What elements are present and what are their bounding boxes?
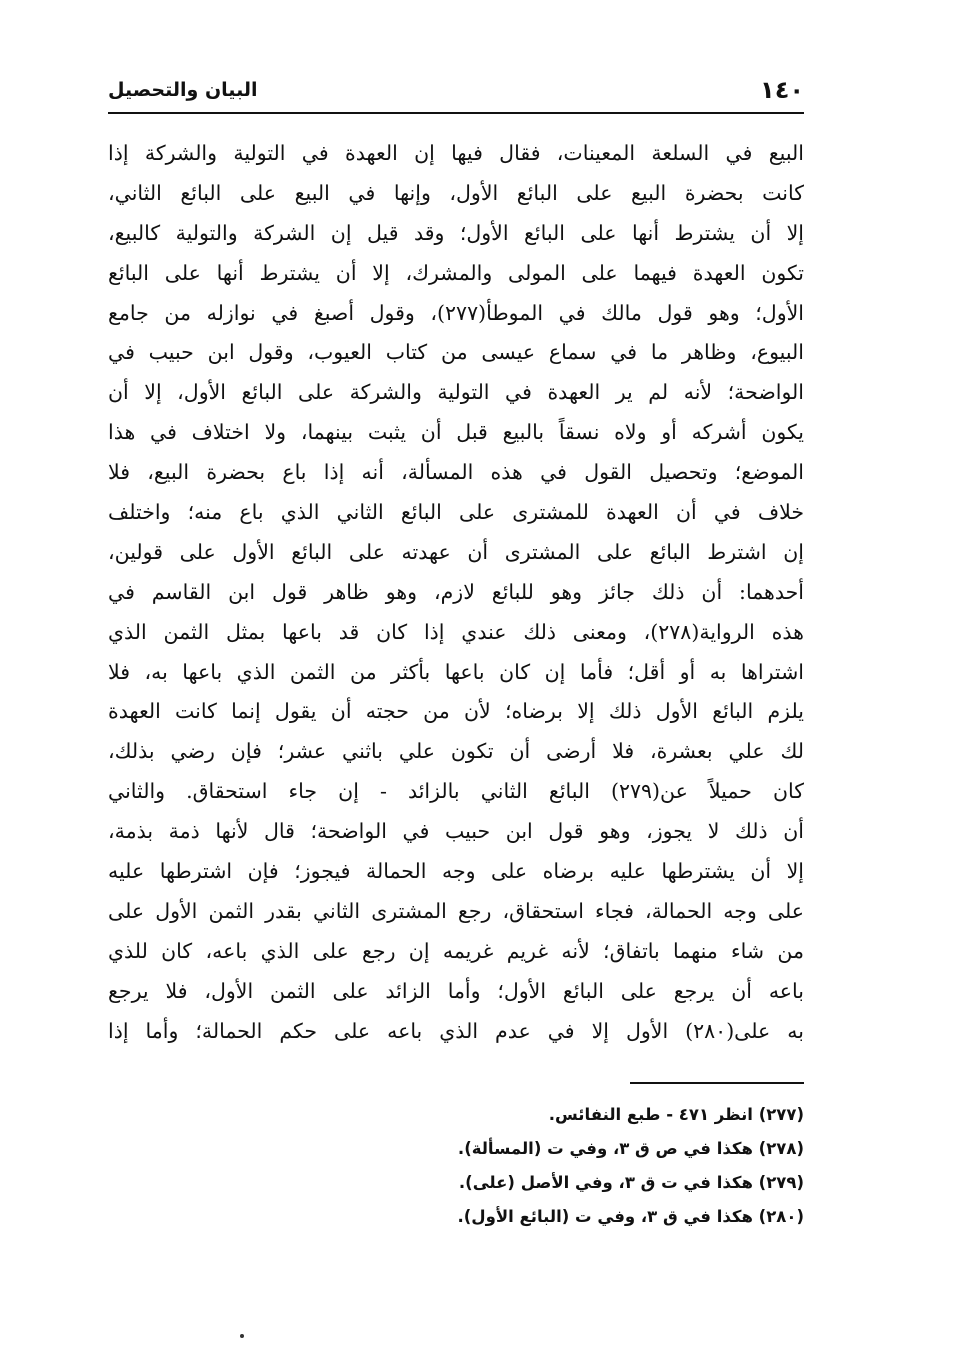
main-text xyxy=(108,134,804,1051)
footnote: (٢٨٠) هكذا في ق ٣، وفي ت (البائع الأول). xyxy=(457,1207,804,1226)
text-line: البيوع، وظاهر ما في سماع عيسى من كتاب العيوب، وقول ابن حبيب في xyxy=(108,340,804,365)
footnote: (٢٧٩) هكذا في ت ق ٣، وفي الأصل (على). xyxy=(458,1173,804,1192)
running-title: البيان والتحصيل xyxy=(108,79,258,101)
text-line: اشتراها به أو أقل؛ فأما إن كان باعها بأكثر من الثمن الذي باعها به، فلا xyxy=(108,659,804,684)
text-line: تكون العهدة فيهما على المولى والمشرك، إلا أن يشترط أنها على البائع xyxy=(108,260,804,285)
text-line: هذه الرواية(٢٧٨)، ومعنى ذلك عندي إذا كان قد باعها بمثل الثمن الذي xyxy=(108,619,804,644)
text-line: خلاف في أن العهدة للمشترى على البائع الثاني الذي باع منه؛ واختلف xyxy=(108,500,804,525)
text-line: لك علي بعشرة، فلا أرضى أن تكون علي باثني عشر؛ فإن رضي بذلك، xyxy=(108,739,804,764)
text-line: يكون أشركه أو ولاه نسقاً بالبيع قبل أن يثبت بينهما، ولا اختلاف في هذا xyxy=(108,420,804,445)
page-header xyxy=(108,70,804,110)
text-line: أن ذلك لا يجوز، وهو قول ابن حبيب في الواضحة؛ قال لأنها ذمة بذمة، xyxy=(108,819,804,844)
text-line: الموضع؛ وتحصيل القول في هذه المسألة، أنه إذا باع بحضرة البيع، فلا xyxy=(108,460,804,485)
text-line: إلا أن يشترط أنها على البائع الأول؛ وقد قيل إن الشركة والتولية كالبيع، xyxy=(108,220,804,245)
text-line: من شاء منهما باتفاق؛ لأنه غريم غريمه إن رجع على الذي باعه، كان للذي xyxy=(108,938,804,963)
text-line: الأول؛ وهو قول مالك في الموطأ(٢٧٧)، وقول أصبغ في نوازله من جامع xyxy=(108,300,804,325)
text-line: أحدهما: أن ذلك جائز وهو للبائع لازم، وهو ظاهر قول ابن القاسم في xyxy=(108,579,804,604)
text-line: البيع في السلعة المعينات، فقال فيها إن العهدة في التولية والشركة إذا xyxy=(108,141,804,165)
header-rule xyxy=(108,112,804,114)
footnote-separator xyxy=(630,1082,804,1084)
footnote: (٢٧٧) انظر ٤٧١ - طبع النفائس. xyxy=(548,1105,804,1124)
footnotes xyxy=(108,1098,804,1234)
page-speck xyxy=(240,1334,244,1338)
text-line: إن اشترط البائع على المشترى أن عهدته على البائع الأول على قولين، xyxy=(108,539,804,564)
footnote: (٢٧٨) هكذا في ص ق ٣، وفي ت (المسألة). xyxy=(457,1139,804,1158)
page-number: ١٤٠ xyxy=(760,76,804,104)
text-line: باعه أن يرجع على البائع الأول؛ وأما الزائد على الثمن الأول، فلا يرجع xyxy=(108,978,804,1003)
text-line: إلا أن يشترطها عليه برضاه على وجه الحمالة فيجوز؛ فإن اشترطها عليه xyxy=(108,859,804,884)
text-line: على وجه الحمالة، فجاء استحقاق، رجع المشترى الثاني بقدر الثمن الأول على xyxy=(108,898,804,923)
text-line: يلزم البائع الأول ذلك إلا برضاه؛ لأن من حجته أن يقول إنما كانت العهدة xyxy=(108,699,804,724)
text-line: كان حميلاً عن(٢٧٩) البائع الثاني بالزائد - إن جاء استحقاق. والثاني xyxy=(108,779,804,804)
text-line: به على(٢٨٠) الأول إلا في عدم الذي باعه على حكم الحمالة؛ وأما إذا xyxy=(108,1018,804,1043)
text-line: الواضحة؛ لأنه لم ير العهدة في التولية والشركة على البائع الأول، إلا أن xyxy=(108,380,804,405)
text-line: كانت بحضرة البيع على البائع الأول، وإنها في البيع على البائع الثاني، xyxy=(108,180,804,205)
